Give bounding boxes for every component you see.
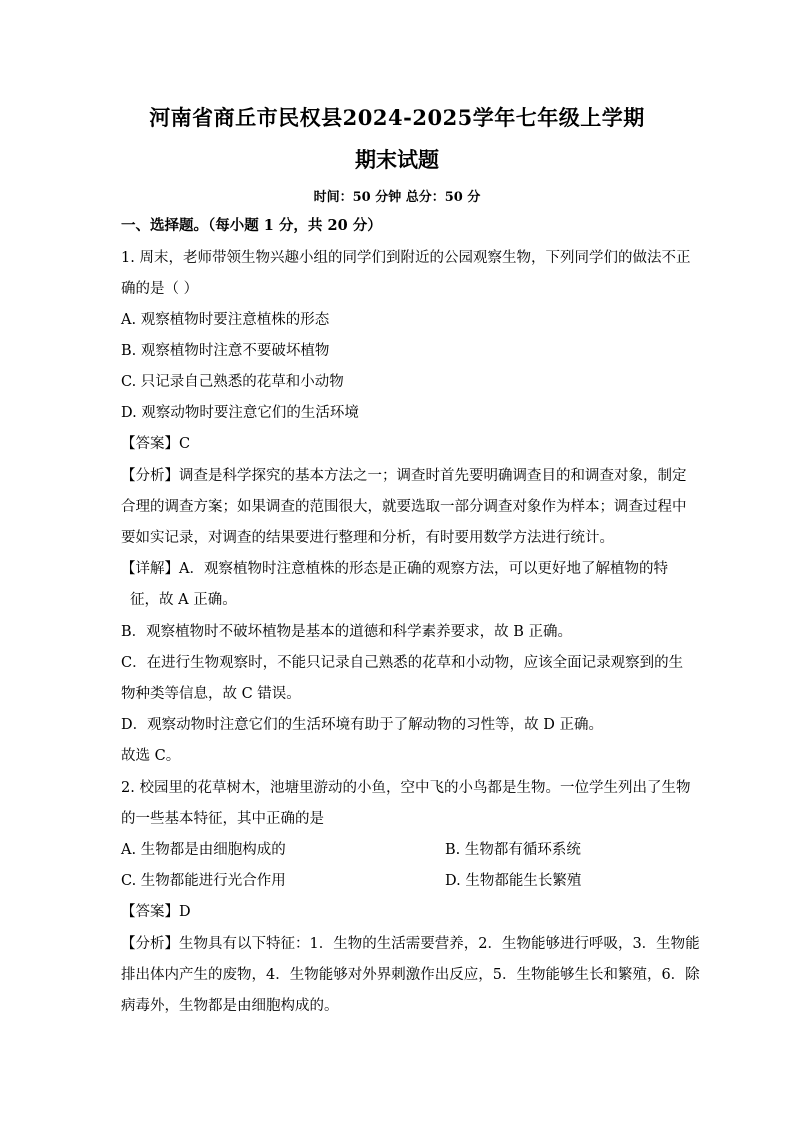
q1-stem-line1: 1. 周末，老师带领生物兴趣小组的同学们到附近的公园观察生物，下列同学们的做法不正 [121, 250, 691, 266]
q2-option-b: B. 生物都有循环系统 [445, 842, 581, 858]
q1-stem-line2: 确的是（ ） [121, 281, 199, 297]
q1-option-d: D. 观察动物时要注意它们的生活环境 [121, 405, 359, 421]
q2-analysis-line1: 【分析】生物具有以下特征：1．生物的生活需要营养，2．生物能够进行呼吸，3．生物能 [121, 936, 700, 952]
q1-option-b: B. 观察植物时注意不要破坏植物 [121, 343, 330, 359]
q1-option-a: A. 观察植物时要注意植株的形态 [121, 312, 330, 328]
q1-detail-line2: 征，故 A 正确。 [130, 592, 237, 608]
q2-option-c: C. 生物都能进行光合作用 [121, 873, 286, 889]
page-subtitle: 期末试题 [355, 147, 439, 172]
q1-answer: 【答案】C [121, 436, 191, 452]
q1-detail-line6: D．观察动物时注意它们的生活环境有助于了解动物的习性等，故 D 正确。 [121, 717, 603, 733]
q1-analysis-line1: 【分析】调查是科学探究的基本方法之一；调查时首先要明确调查目的和调查对象，制定 [121, 468, 687, 484]
q2-option-a: A. 生物都是由细胞构成的 [121, 842, 286, 858]
section-heading: 一、选择题。（每小题 1 分，共 20 分） [121, 217, 382, 234]
q2-answer: 【答案】D [121, 904, 191, 920]
q1-detail-line5: 物种类等信息，故 C 错误。 [121, 686, 301, 702]
q2-analysis-line3: 病毒外，生物都是由细胞构成的。 [121, 998, 339, 1014]
page-title: 河南省商丘市民权县2024-2025学年七年级上学期 [149, 105, 645, 130]
q1-option-c: C. 只记录自己熟悉的花草和小动物 [121, 374, 344, 390]
q1-detail-line4: C．在进行生物观察时，不能只记录自己熟悉的花草和小动物，应该全面记录观察到的生 [121, 655, 684, 671]
q2-analysis-line2: 排出体内产生的废物，4．生物能够对外界刺激作出反应，5．生物能够生长和繁殖，6．除 [121, 967, 700, 983]
q1-detail-line1: 【详解】A．观察植物时注意植株的形态是正确的观察方法，可以更好地了解植物的特 [121, 561, 668, 577]
q1-detail-line3: B．观察植物时不破坏植物是基本的道德和科学素养要求，故 B 正确。 [121, 624, 573, 640]
q1-analysis-line3: 要如实记录，对调查的结果要进行整理和分析，有时要用数学方法进行统计。 [121, 530, 614, 546]
q1-conclusion: 故选 C。 [121, 748, 181, 764]
q2-stem-line1: 2. 校园里的花草树木，池塘里游动的小鱼，空中飞的小鸟都是生物。一位学生列出了生物 [121, 780, 691, 796]
q2-stem-line2: 的一些基本特征，其中正确的是 [121, 811, 324, 827]
exam-meta: 时间：50 分钟 总分：50 分 [313, 190, 481, 205]
q1-analysis-line2: 合理的调查方案；如果调查的范围很大，就要选取一部分调查对象作为样本；调查过程中 [121, 499, 687, 515]
q2-option-d: D. 生物都能生长繁殖 [445, 873, 582, 889]
